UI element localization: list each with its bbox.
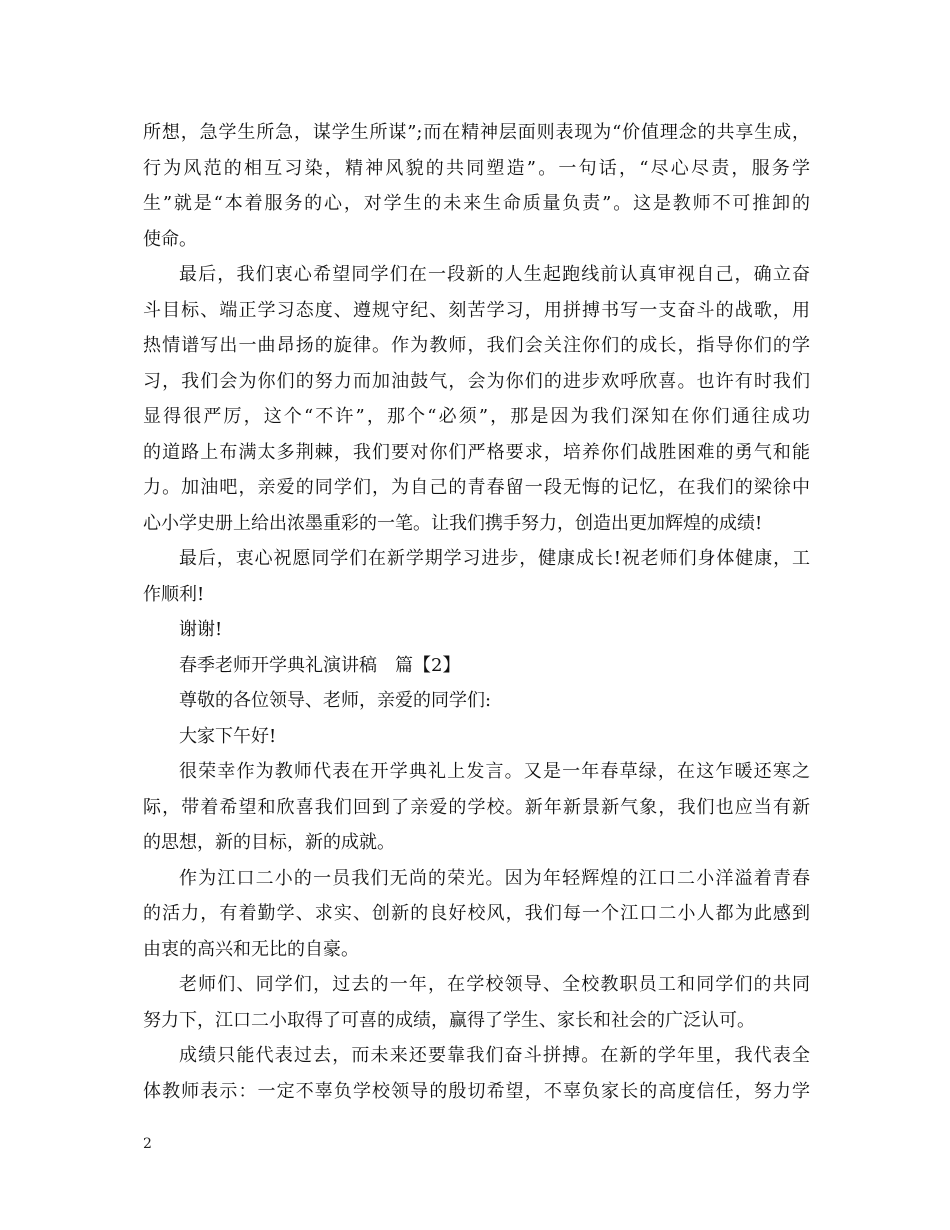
text-line: 热情谱写出一曲昂扬的旋律。作为教师，我们会关注你们的成长，指导你们的学 [143, 335, 810, 356]
text-line: 尊敬的各位领导、老师，亲爱的同学们: [179, 690, 492, 711]
text-line: 体教师表示：一定不辜负学校领导的殷切希望，不辜负家长的高度信任，努力学 [143, 1080, 810, 1102]
page-number: 2 [143, 1136, 152, 1152]
text-line: 行为风范的相互习染，精神风貌的共同塑造”。一句话，“尽心尽责，服务学 [143, 157, 810, 179]
text-line: 努力下，江口二小取得了可喜的成绩，赢得了学生、家长和社会的广泛认可。 [143, 1009, 755, 1031]
text-line: 生”就是“本着服务的心，对学生的未来生命质量负责”。这是教师不可推卸的 [143, 193, 810, 214]
text-line: 所想，急学生所急，谋学生所谋”;而在精神层面则表现为“价值理念的共享生成， [143, 122, 810, 143]
text-line: 的道路上布满太多荆棘，我们要对你们严格要求，培养你们战胜困难的勇气和能 [143, 441, 810, 463]
text-line: 大家下午好! [179, 725, 277, 747]
text-line: 心小学史册上给出浓墨重彩的一笔。让我们携手努力，创造出更加辉煌的成绩! [143, 512, 763, 534]
text-line: 很荣幸作为教师代表在开学典礼上发言。又是一年春草绿，在这乍暖还寒之 [179, 761, 810, 782]
text-line: 习，我们会为你们的努力而加油鼓气，会为你们的进步欢呼欣喜。也许有时我们 [143, 370, 810, 392]
text-line: 力。加油吧，亲爱的同学们，为自己的青春留一段无悔的记忆，在我们的梁徐中 [143, 477, 810, 498]
text-line: 谢谢! [179, 619, 223, 640]
document-body [143, 115, 810, 1109]
text-line: 最后，衷心祝愿同学们在新学期学习进步，健康成长!祝老师们身体健康，工 [179, 548, 810, 569]
text-line: 显得很严厉，这个“不许”，那个“必须”，那是因为我们深知在你们通往成功 [143, 406, 810, 427]
text-line: 使命。 [143, 228, 197, 250]
text-line: 由衷的高兴和无比的自豪。 [143, 938, 359, 960]
text-line: 的活力，有着勤学、求实、创新的良好校风，我们每一个江口二小人都为此感到 [143, 903, 810, 924]
text-line: 的思想，新的目标，新的成就。 [143, 832, 395, 853]
text-line: 斗目标、端正学习态度、遵规守纪、刻苦学习，用拼搏书写一支奋斗的战歌，用 [143, 299, 810, 321]
text-line: 成绩只能代表过去，而未来还要靠我们奋斗拼搏。在新的学年里，我代表全 [179, 1045, 810, 1066]
text-line: 春季老师开学典礼演讲稿 篇【2】 [179, 654, 461, 676]
text-line: 老师们、同学们，过去的一年，在学校领导、全校教职员工和同学们的共同 [179, 974, 810, 995]
text-line: 际，带着希望和欣喜我们回到了亲爱的学校。新年新景新气象，我们也应当有新 [143, 796, 810, 818]
text-line: 最后，我们衷心希望同学们在一段新的人生起跑线前认真审视自己，确立奋 [179, 264, 810, 285]
text-line: 作顺利! [143, 583, 205, 605]
text-line: 作为江口二小的一员我们无尚的荣光。因为年轻辉煌的江口二小洋溢着青春 [179, 867, 810, 889]
